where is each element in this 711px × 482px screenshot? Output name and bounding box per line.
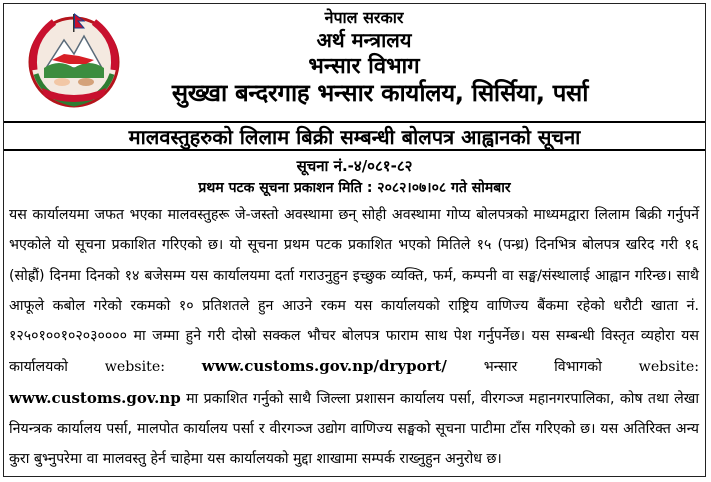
ministry-name: अर्थ मन्त्रालय <box>316 28 412 52</box>
body-part-2: भन्सार विभागको <box>446 359 639 376</box>
customs-url-link[interactable]: www.customs.gov.np <box>9 388 181 407</box>
office-name: सुख्खा बन्दरगाह भन्सार कार्यालय, सिर्सिया, पर्सा <box>171 79 589 107</box>
nepal-coat-of-arms-icon <box>24 10 124 110</box>
dryport-url-link[interactable]: www.customs.gov.np/dryport/ <box>201 357 447 376</box>
body-part-1: यस कार्यालयमा जफत भएका मालवस्तुहरू जे-जस्तो अवस्थामा छन् सोही अवस्थामा गोप्य बोलपत्रको माध्यमद्वारा लिलाम बिक्री गर्नुपर्ने भएकोले यो सूचना प्रकाशित गरिएको छ। यो सूचना प्रथम पटक प्रकाशित भएको मितिले १५ (पन्ध्र) दिनभित्र बोलपत्र खरिद गरी १६ (सोह्रौं) दिनमा दिनको १४ बजेसम्म यस कार्यालयमा दर्ता गराउनुहुन इच्छुक व्यक्ति, फर्म, कम्पनी वा सङ्घ/संस्थालाई आह्वान गरिन्छ। साथै आफूले कबोल गरेको रकमको १० प्रतिशतले हुन आउने रकम यस कार्यालयको राष्ट्रिय वाणिज्य बैंकमा रहेको धरौटी खाता नं. १२५०१००१०२०३०००० मा जम्मा हुने गरी दोस्रो सक्कल भौचर बोलपत्र फाराम साथ पेश गर्नुपर्नेछ। यस सम्बन्धी विस्तृत व्यहोरा यस कार्यालयको <box>9 207 699 376</box>
department-name: भन्सार विभाग <box>308 54 420 79</box>
notice-title-banner <box>4 121 705 151</box>
website-label-2: website: <box>638 359 699 376</box>
website-label-1: website: <box>104 359 202 376</box>
notice-title: मालवस्तुहरुको लिलाम बिक्री सम्बन्धी बोलपत्र आह्वानको सूचना <box>128 124 581 149</box>
government-name: नेपाल सरकार <box>324 8 404 27</box>
publish-date: प्रथम पटक सूचना प्रकाशन मिति : २०८२।०७।०८ गते सोमबार <box>198 180 511 196</box>
header <box>4 4 705 120</box>
notice-number: सूचना नं.-४/०८१-८२ <box>296 157 413 175</box>
notice-body <box>9 200 699 475</box>
body-part-3: मा प्रकाशित गर्नुको साथै जिल्ला प्रशासन कार्यालय पर्सा, वीरगञ्ज महानगरपालिका, कोष तथा लेखा नियन्त्रक कार्यालय पर्सा, मालपोत कार्यालय पर्सा र वीरगञ्ज उद्योग वाणिज्य सङ्घको सूचना पाटीमा टाँस गरिएको छ। यस अतिरिक्त अन्य कुरा बुभ्नुपरेमा वा मालवस्तु हेर्न चाहेमा यस कार्यालयको मुद्दा शाखामा सम्पर्क राख्नुहुन अनुरोध छ। <box>9 390 699 468</box>
